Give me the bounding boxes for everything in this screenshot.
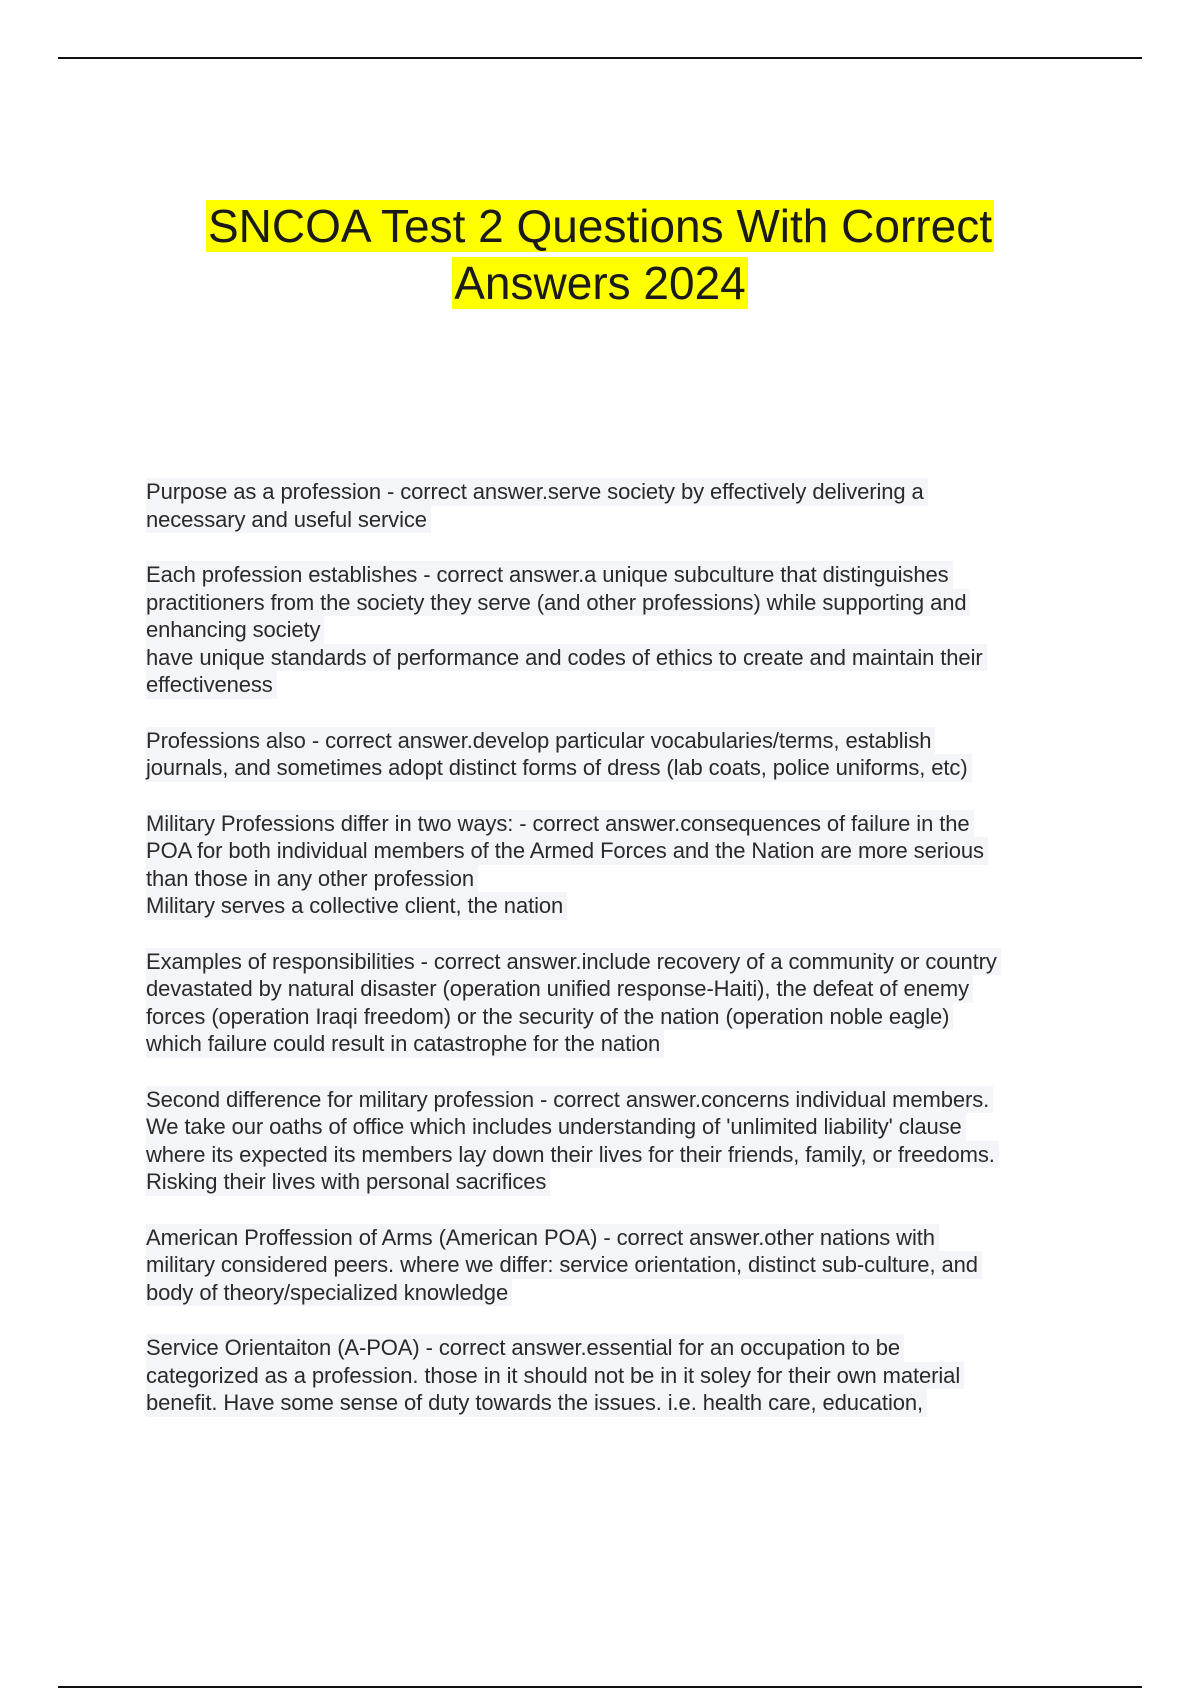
- qa-text-line: practitioners from the society they serve (and other professions) while supporting and: [146, 589, 970, 617]
- qa-entry: [146, 1334, 1086, 1417]
- qa-text-line: POA for both individual members of the Armed Forces and the Nation are more serious: [146, 837, 988, 865]
- qa-text-line: military considered peers. where we differ: service orientation, distinct sub-culture, and: [146, 1251, 982, 1279]
- qa-text-line: We take our oaths of office which includes understanding of 'unlimited liability' clause: [146, 1113, 966, 1141]
- qa-text-line: where its expected its members lay down their lives for their friends, family, or freedoms.: [146, 1141, 999, 1169]
- qa-entry: [146, 1224, 1086, 1307]
- qa-entry: [146, 478, 1086, 533]
- qa-text-line: body of theory/specialized knowledge: [146, 1279, 512, 1307]
- qa-text-line: enhancing society: [146, 616, 324, 644]
- document-title: [0, 198, 1200, 312]
- qa-entry: [146, 727, 1086, 782]
- qa-text-line: necessary and useful service: [146, 506, 431, 534]
- qa-entry: [146, 1086, 1086, 1196]
- qa-text-line: Second difference for military profession - correct answer.concerns individual members.: [146, 1086, 993, 1114]
- qa-entry: [146, 561, 1086, 699]
- qa-text-line: Military serves a collective client, the nation: [146, 892, 567, 920]
- top-rule: [58, 57, 1142, 59]
- qa-text-line: American Proffession of Arms (American POA) - correct answer.other nations with: [146, 1224, 939, 1252]
- qa-text-line: benefit. Have some sense of duty towards the issues. i.e. health care, education,: [146, 1389, 927, 1417]
- qa-text-line: Military Professions differ in two ways: - correct answer.consequences of failure in the: [146, 810, 974, 838]
- qa-text-line: than those in any other profession: [146, 865, 478, 893]
- qa-text-line: Risking their lives with personal sacrifices: [146, 1168, 550, 1196]
- qa-entry: [146, 948, 1086, 1058]
- qa-text-line: devastated by natural disaster (operation unified response-Haiti), the defeat of enemy: [146, 975, 973, 1003]
- qa-text-line: categorized as a profession. those in it should not be in it soley for their own material: [146, 1362, 964, 1390]
- qa-text-line: have unique standards of performance and codes of ethics to create and maintain their: [146, 644, 987, 672]
- qa-text-line: Service Orientaiton (A-POA) - correct answer.essential for an occupation to be: [146, 1334, 904, 1362]
- qa-text-line: Professions also - correct answer.develop particular vocabularies/terms, establish: [146, 727, 935, 755]
- qa-text-line: Purpose as a profession - correct answer.serve society by effectively delivering a: [146, 478, 928, 506]
- qa-text-line: Each profession establishes - correct answer.a unique subculture that distinguishes: [146, 561, 953, 589]
- title-line-1: SNCOA Test 2 Questions With Correct: [208, 200, 992, 252]
- qa-list: [146, 478, 1086, 1445]
- qa-text-line: journals, and sometimes adopt distinct forms of dress (lab coats, police uniforms, etc): [146, 754, 972, 782]
- qa-text-line: Examples of responsibilities - correct answer.include recovery of a community or country: [146, 948, 1001, 976]
- qa-entry: [146, 810, 1086, 920]
- qa-text-line: forces (operation Iraqi freedom) or the security of the nation (operation noble eagle): [146, 1003, 953, 1031]
- qa-text-line: which failure could result in catastrophe for the nation: [146, 1030, 664, 1058]
- qa-text-line: effectiveness: [146, 671, 277, 699]
- bottom-rule: [58, 1686, 1142, 1688]
- title-line-2: Answers 2024: [454, 257, 746, 309]
